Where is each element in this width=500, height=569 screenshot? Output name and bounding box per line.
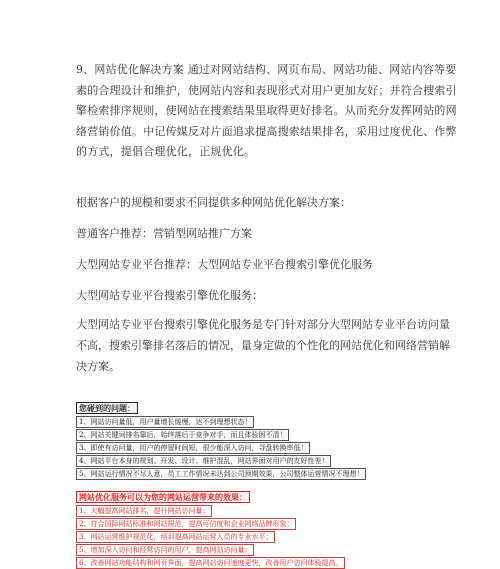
problems-box <box>76 396 366 480</box>
text-line: 不高，搜索引擎排名落后的情况，量身定做的个性化的网站优化和网络营销解 <box>76 339 450 352</box>
text-line: 大型网站专业平台搜索引擎优化服务是专门针对部分大型网站专业平台访问量 <box>76 318 450 331</box>
benefit-item: 5、增加深入访问和经常访问的用户，提高网站访问量； <box>76 544 254 556</box>
problem-item: 3、即使有访问量，用户的停留时间短，很少能深入访问，寻盘转换率低！ <box>76 442 310 454</box>
problems-title: 您碰到的问题： <box>76 402 138 414</box>
text-line: 素的合理设计和维护，使网站内容和表现形式对用户更加友好；并符合搜索引 <box>76 83 457 97</box>
text-line: 络营销价值。中记传媒反对片面追求提高搜索结果排名，采用过度优化、作弊 <box>76 124 457 138</box>
paragraph-large-client: 大型网站专业平台推荐：大型网站专业平台搜索引擎优化服务 <box>76 258 373 271</box>
text-line: 的方式，提倡合理优化，正规优化。 <box>76 145 256 158</box>
paragraph-seo-solution <box>76 60 457 163</box>
problem-item: 1、网站访问量低，用户量增长缓慢，达不到理想状态！ <box>76 416 254 428</box>
benefits-title: 网站优化服务可以为您的网站运营带来的效果： <box>76 491 250 503</box>
benefit-item: 6、改善网站功能结构和网页界面，提高网站访问速度更快，改善用户访问体验提高。 <box>76 557 345 569</box>
problem-item: 2、网站关键词排名靠后，始终落后于竞争对手，而且体验困不清！ <box>76 429 289 441</box>
benefit-item: 3、网站运营维护规范化，培训提高网站运营人员的专业水平； <box>76 531 275 543</box>
problem-item: 4、网站平台本身的规划、开发、设计、维护混乱，网站界面对用户的友好性差！ <box>76 455 331 467</box>
paragraph-normal-client: 普通客户推荐：营销型网站推广方案 <box>76 227 252 240</box>
benefit-item: 2、符合国际网站标准和网站规范，提高可信度和企业网络品牌形象； <box>76 518 296 530</box>
benefits-box <box>76 485 345 569</box>
problem-item: 5、网站运行情况不尽人意，员工工作情况未达到公司预期效果，公司整体运营情况不理想！ <box>76 468 366 480</box>
paragraph-solutions-intro: 根据客户的规模和要求不同提供多种网站优化解决方案： <box>76 196 351 209</box>
benefit-item: 1、大幅提高网站排名，提升网站访问量； <box>76 505 212 517</box>
text-line: 9、网站优化解决方案 通过对网站结构、网页布局、网站功能、网站内容等要 <box>76 63 457 76</box>
paragraph-large-service-heading: 大型网站专业平台搜索引擎优化服务： <box>76 289 263 302</box>
text-line: 决方案。 <box>76 360 120 373</box>
paragraph-large-service-desc <box>76 314 450 377</box>
text-line: 擎检索排序规则，使网站在搜索结果里取得更好排名。从而充分发挥网站的网 <box>76 104 457 117</box>
